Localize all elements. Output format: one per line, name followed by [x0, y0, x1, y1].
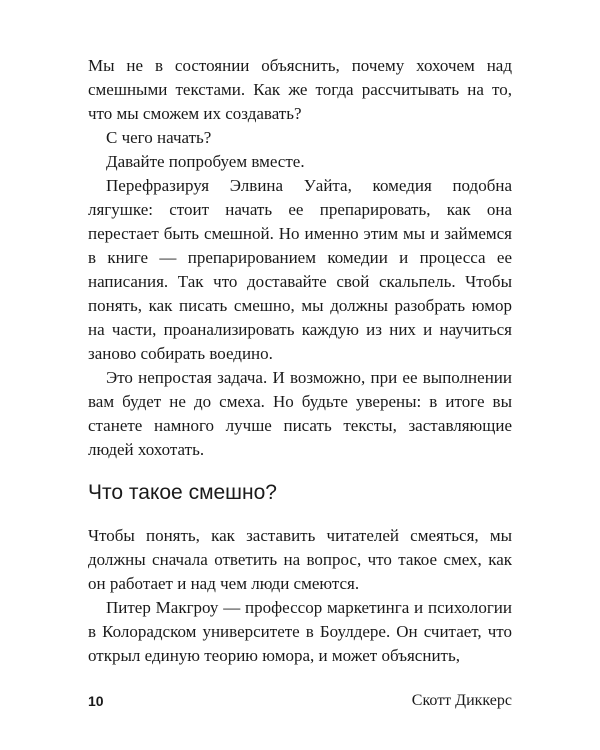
section-heading: Что такое смешно? [88, 481, 277, 504]
paragraph: Чтобы понять, как заставить читателей смеяться, мы должны сначала ответить на вопрос, что такое смех, как он работает и над чем люди смеются. [88, 526, 512, 593]
paragraph: Давайте попробуем вместе. [106, 152, 305, 171]
section-intro [88, 54, 512, 462]
paragraph: Питер Макгроу — профессор маркетинга и психологии в Колорадском университете в Боулдере. Он считает, что открыл единую теорию юмора, и может объяснить, [88, 598, 512, 665]
section-what-is-funny [88, 524, 512, 668]
page-number: 10 [88, 693, 104, 709]
running-footer-author: Скотт Диккерс [411, 692, 512, 709]
paragraph: С чего начать? [106, 128, 212, 147]
paragraph: Перефразируя Элвина Уайта, комедия подобна лягушке: стоит начать ее препарировать, как она перестает быть смешной. Но именно этим мы и займемся в книге — препарированием комедии и процесса ее написания. Так что доставайте свой скальпель. Чтобы понять, как писать смешно, мы должны разобрать юмор на части, проанализировать каждую из них и научиться заново собирать воедино. [88, 176, 512, 363]
paragraph: Мы не в состоянии объяснить, почему хохочем над смешными текстами. Как же тогда рассчитывать на то, что мы сможем их создавать? [88, 56, 512, 123]
paragraph: Это непростая задача. И возможно, при ее выполнении вам будет не до смеха. Но будьте уверены: в итоге вы станете намного лучше писать тексты, заставляющие людей хохотать. [88, 368, 512, 459]
